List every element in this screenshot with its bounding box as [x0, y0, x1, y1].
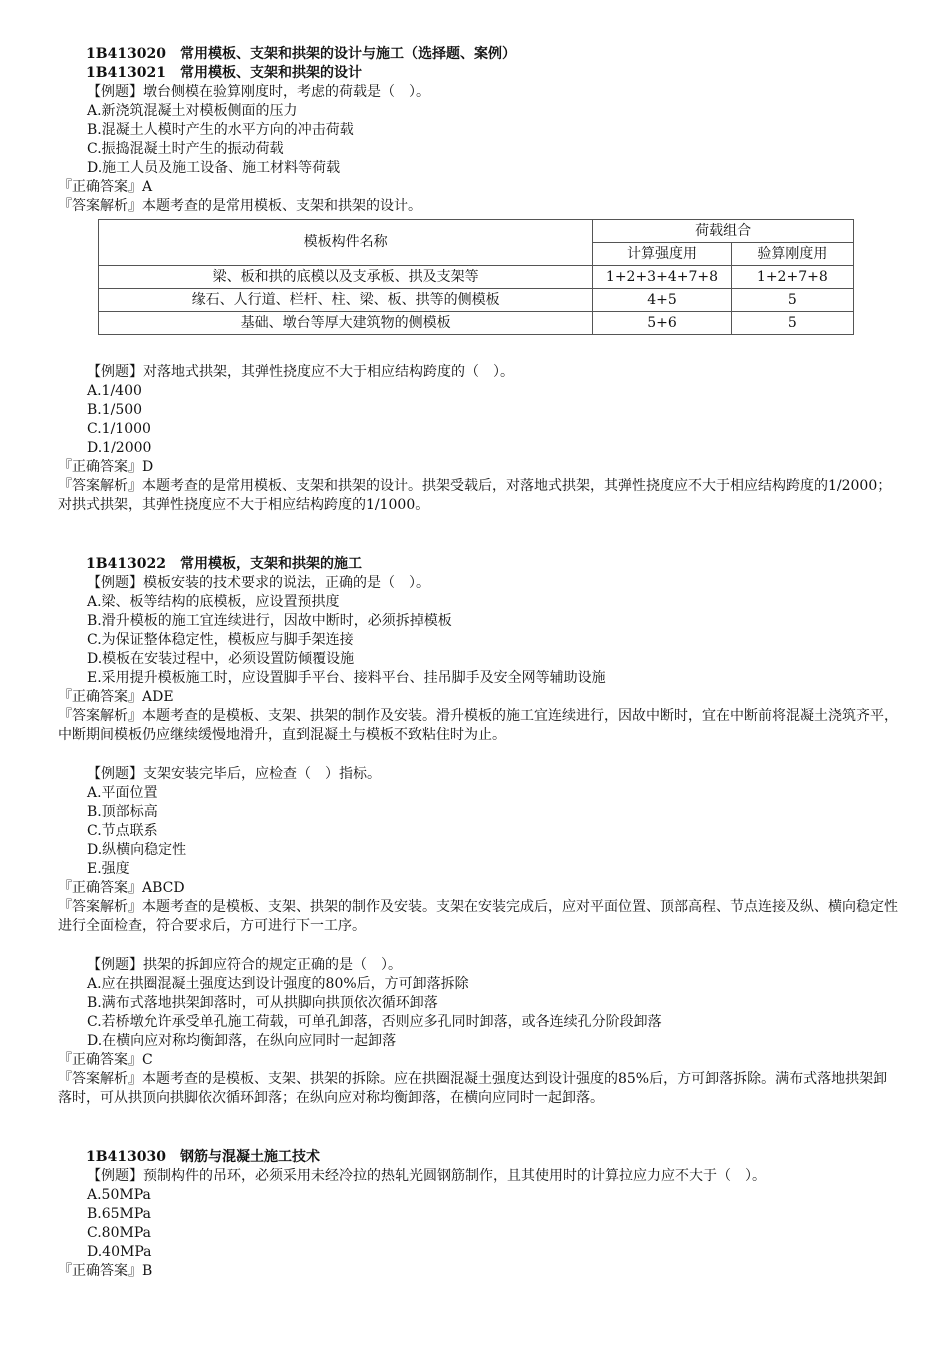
table-header-name: 模板构件名称	[99, 220, 593, 266]
question-stem: 【例题】拱架的拆卸应符合的规定正确的是（ ）。	[87, 957, 402, 973]
option: A.50MPa	[87, 1187, 151, 1203]
subsection-heading: 1B413021 常用模板、支架和拱架的设计	[86, 65, 363, 81]
question-stem: 【例题】墩台侧模在验算刚度时，考虑的荷载是（ ）。	[87, 84, 430, 100]
subsection-heading: 1B413022 常用模板，支架和拱架的施工	[86, 556, 363, 572]
option: D.施工人员及施工设备、施工材料等荷载	[87, 160, 341, 176]
option: D.1/2000	[87, 440, 152, 456]
table-header-strength: 计算强度用	[593, 243, 731, 266]
option: B.滑升模板的施工宜连续进行，因故中断时，必须拆掉模板	[87, 613, 452, 629]
option: E.采用提升模板施工时，应设置脚手平台、接料平台、挂吊脚手及安全网等辅助设施	[87, 670, 606, 686]
table-cell: 梁、板和拱的底模以及支承板、拱及支架等	[99, 266, 593, 289]
option: C.若桥墩允许承受单孔施工荷载，可单孔卸落，否则应多孔同时卸落，或各连续孔分阶段卸落	[87, 1014, 662, 1030]
table-row	[99, 312, 854, 335]
question-stem: 【例题】支架安装完毕后，应检查（ ）指标。	[87, 766, 381, 782]
question-stem: 【例题】对落地式拱架，其弹性挠度应不大于相应结构跨度的（ ）。	[87, 364, 514, 380]
section-heading: 1B413030 钢筋与混凝土施工技术	[86, 1149, 321, 1165]
table-cell: 5	[731, 312, 853, 335]
table-row	[99, 266, 854, 289]
answer-analysis: 『答案解析』本题考查的是模板、支架、拱架的制作及安装。支架在安装完成后，应对平面位置、顶部高程、节点连接及纵、横向稳定性进行全面检查，符合要求后，方可进行下一工序。	[58, 899, 898, 934]
option: B.65MPa	[87, 1206, 152, 1222]
question-stem: 【例题】模板安装的技术要求的说法，正确的是（ ）。	[87, 575, 430, 591]
table-cell: 4+5	[593, 289, 731, 312]
option: A.1/400	[87, 383, 142, 399]
table-cell: 1+2+3+4+7+8	[593, 266, 731, 289]
table-cell: 5+6	[593, 312, 731, 335]
option: C.80MPa	[87, 1225, 151, 1241]
option: B.1/500	[87, 402, 143, 418]
option: A.平面位置	[87, 785, 158, 801]
option: C.为保证整体稳定性，模板应与脚手架连接	[87, 632, 354, 648]
table-cell: 基础、墩台等厚大建筑物的侧模板	[99, 312, 593, 335]
correct-answer: 『正确答案』ABCD	[58, 880, 185, 896]
option: D.40MPa	[87, 1244, 152, 1260]
correct-answer: 『正确答案』A	[58, 179, 153, 195]
question-stem: 【例题】预制构件的吊环，必须采用未经冷拉的热轧光圆钢筋制作，且其使用时的计算拉应力应不大于（ ）。	[87, 1168, 766, 1184]
table-header-stiffness: 验算刚度用	[731, 243, 853, 266]
option: A.梁、板等结构的底模板，应设置预拱度	[87, 594, 340, 610]
option: A.新浇筑混凝土对模板侧面的压力	[87, 103, 298, 119]
option: C.节点联系	[87, 823, 158, 839]
load-combination-table	[98, 219, 854, 335]
option: C.振捣混凝土时产生的振动荷载	[87, 141, 284, 157]
correct-answer: 『正确答案』C	[58, 1052, 153, 1068]
answer-analysis: 『答案解析』本题考查的是模板、支架、拱架的拆除。应在拱圈混凝土强度达到设计强度的85%后，方可卸落拆除。满布式落地拱架卸落时，可从拱顶向拱脚依次循环卸落；在纵向应对称均衡卸落，在横向应同时一起卸落。	[58, 1071, 888, 1106]
option: D.纵横向稳定性	[87, 842, 187, 858]
table-cell: 1+2+7+8	[731, 266, 853, 289]
table-cell: 5	[731, 289, 853, 312]
option: C.1/1000	[87, 421, 151, 437]
option: E.强度	[87, 861, 130, 877]
table-cell: 缘石、人行道、栏杆、柱、梁、板、拱等的侧模板	[99, 289, 593, 312]
correct-answer: 『正确答案』D	[58, 459, 154, 475]
answer-analysis: 『答案解析』本题考查的是模板、支架、拱架的制作及安装。滑升模板的施工宜连续进行，因故中断时，宜在中断前将混凝土浇筑齐平，中断期间模板仍应继续缓慢地滑升，直到混凝土与模板不致粘住时为止。	[58, 708, 898, 743]
option: B.满布式落地拱架卸落时，可从拱脚向拱顶依次循环卸落	[87, 995, 438, 1011]
table-header-group: 荷载组合	[593, 220, 854, 243]
option: D.模板在安装过程中，必须设置防倾覆设施	[87, 651, 355, 667]
answer-analysis: 『答案解析』本题考查的是常用模板、支架和拱架的设计。拱架受载后，对落地式拱架，其弹性挠度应不大于相应结构跨度的1/2000；对拱式拱架，其弹性挠度应不大于相应结构跨度的1/1000。	[58, 478, 892, 513]
table-row	[99, 289, 854, 312]
answer-analysis: 『答案解析』本题考查的是常用模板、支架和拱架的设计。	[58, 198, 422, 214]
correct-answer: 『正确答案』B	[58, 1263, 153, 1279]
option: B.顶部标高	[87, 804, 158, 820]
option: B.混凝土人模时产生的水平方向的冲击荷载	[87, 122, 354, 138]
section-heading: 1B413020 常用模板、支架和拱架的设计与施工（选择题、案例）	[86, 46, 517, 62]
option: A.应在拱圈混凝土强度达到设计强度的80%后，方可卸落拆除	[87, 976, 469, 992]
correct-answer: 『正确答案』ADE	[58, 689, 174, 705]
option: D.在横向应对称均衡卸落，在纵向应同时一起卸落	[87, 1033, 397, 1049]
